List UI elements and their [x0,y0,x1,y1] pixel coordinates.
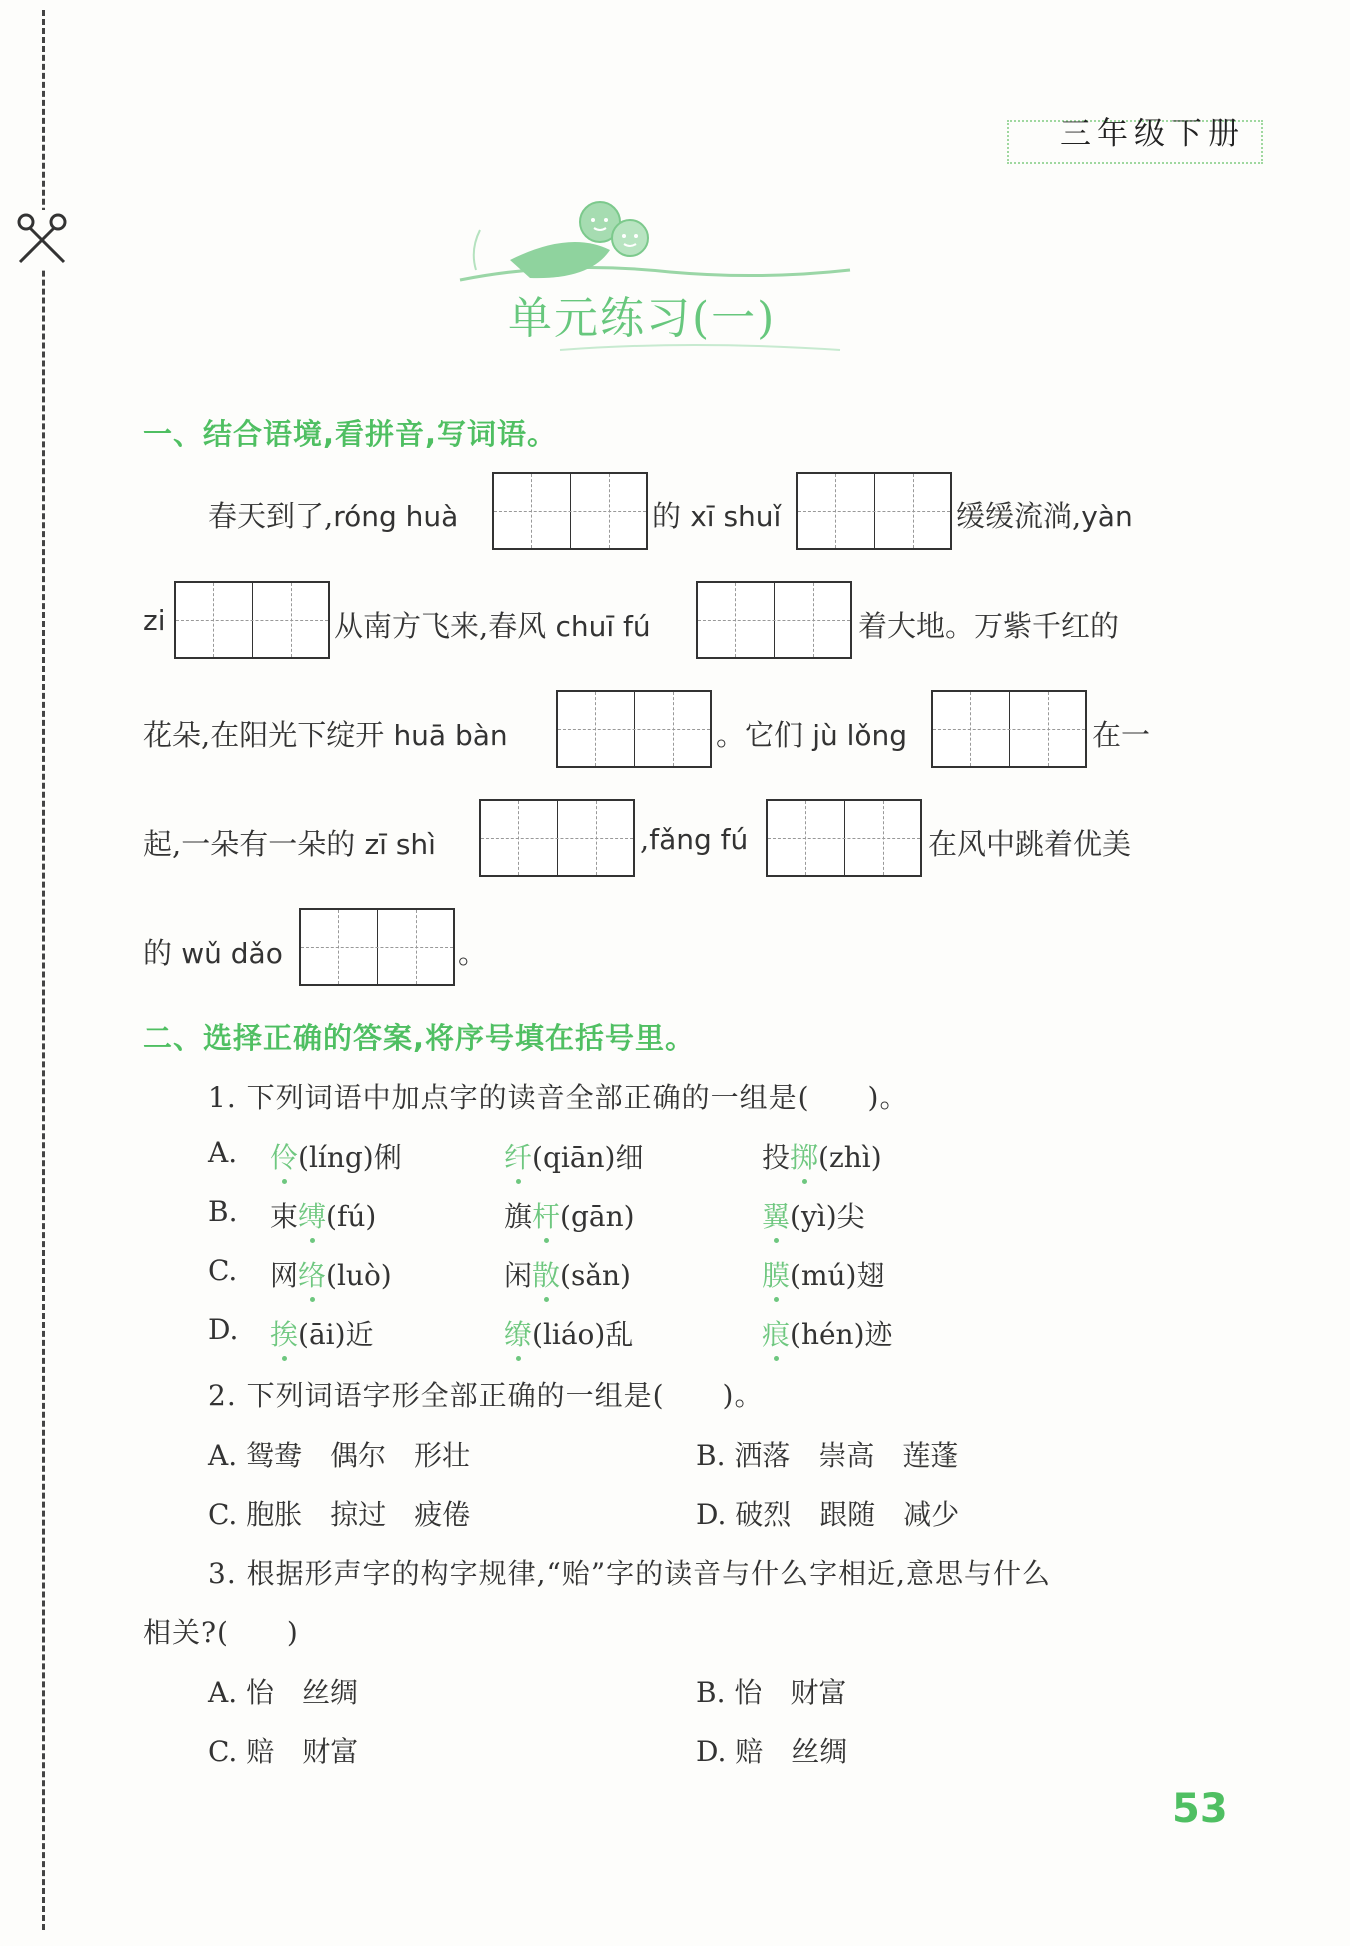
answer-grid[interactable] [299,908,455,986]
pinyin-suffix: (liáo)乱 [532,1318,634,1351]
q3-option-b[interactable]: B. 怡 财富 [696,1676,847,1709]
dotted-character: 掷 [790,1141,819,1174]
s1-line1-text2: 的 xī shuǐ [652,499,782,533]
s1-line2-text1: 从南方飞来,春风 chuī fú [334,609,651,643]
s1-line4-text3: 在风中跳着优美 [928,827,1132,861]
q1-option-label[interactable]: C. [208,1254,238,1287]
q1-option-label[interactable]: B. [208,1195,238,1228]
q1-word [270,1313,374,1353]
word-prefix: 闲 [504,1259,533,1292]
word-prefix: 投 [762,1141,791,1174]
answer-grid[interactable] [492,472,648,550]
s1-line3-text3: 在一 [1092,718,1151,752]
q1-word [270,1195,376,1235]
s1-line4-text2: ,fǎng fú [640,822,749,856]
q2-stem: 2. 下列词语字形全部正确的一组是( )。 [208,1379,764,1412]
dotted-character: 杆 [532,1200,561,1233]
word-prefix: 旗 [504,1200,533,1233]
pinyin-suffix: (sǎn) [560,1259,631,1292]
dotted-character: 翼 [762,1200,791,1233]
q1-word [762,1136,882,1176]
q1-word [270,1136,402,1176]
q2-option-a[interactable]: A. 鸳鸯 偶尔 形壮 [208,1439,471,1472]
dotted-character: 纤 [504,1141,533,1174]
answer-grid[interactable] [931,690,1087,768]
pinyin-suffix: (gān) [560,1200,635,1233]
q2-option-b[interactable]: B. 洒落 崇高 莲蓬 [696,1439,959,1472]
s1-line3-text1: 花朵,在阳光下绽开 huā bàn [143,718,508,752]
pinyin-suffix: (fú) [326,1200,377,1233]
answer-grid[interactable] [796,472,952,550]
dotted-character: 络 [298,1259,327,1292]
pinyin-suffix: (mú)翅 [790,1259,885,1292]
answer-grid[interactable] [696,581,852,659]
q1-word [270,1254,392,1294]
dotted-character: 伶 [270,1141,299,1174]
q2-option-d[interactable]: D. 破烈 跟随 减少 [696,1498,960,1531]
pinyin-suffix: (zhì) [818,1141,882,1174]
q3-stem-line2: 相关?( ) [143,1616,299,1649]
q1-stem: 1. 下列词语中加点字的读音全部正确的一组是( )。 [208,1081,909,1114]
dotted-character: 缭 [504,1318,533,1351]
pinyin-suffix: (líng)俐 [298,1141,402,1174]
section1-heading: 一、结合语境,看拼音,写词语。 [143,417,558,451]
s1-line4-text1: 起,一朵有一朵的 zī shì [143,827,436,861]
q1-option-label[interactable]: D. [208,1313,239,1346]
pinyin-suffix: (hén)迹 [790,1318,893,1351]
dotted-character: 膜 [762,1259,791,1292]
dotted-character: 挨 [270,1318,299,1351]
answer-grid[interactable] [479,799,635,877]
pinyin-suffix: (āi)近 [298,1318,374,1351]
q3-option-d[interactable]: D. 赔 丝绸 [696,1735,848,1768]
q1-word [762,1254,884,1294]
s1-line3-text2: 。它们 jù lǒng [716,718,908,752]
scissors-icon [14,210,72,268]
cut-line [42,10,45,1930]
word-prefix: 束 [270,1200,299,1233]
q3-option-c[interactable]: C. 赔 财富 [208,1735,359,1768]
dotted-character: 缚 [298,1200,327,1233]
q3-option-a[interactable]: A. 怡 丝绸 [208,1676,359,1709]
s1-line1-text3: 缓缓流淌,yàn [956,499,1133,533]
pinyin-suffix: (yì)尖 [790,1200,865,1233]
q1-option-label[interactable]: A. [208,1136,238,1169]
answer-grid[interactable] [556,690,712,768]
q1-word [504,1313,633,1353]
page-number: 53 [1172,1786,1228,1832]
answer-grid[interactable] [174,581,330,659]
grade-label: 三年级下册 [1060,116,1245,152]
s1-line2-text2: 着大地。万紫千红的 [858,609,1120,643]
q1-word [504,1195,635,1235]
s1-line5-text1: 的 wǔ dǎo [143,936,283,970]
pinyin-suffix: (luò) [326,1259,392,1292]
s1-line2-pinyin: zi [143,604,166,637]
answer-grid[interactable] [766,799,922,877]
dotted-character: 散 [532,1259,561,1292]
pinyin-suffix: (qiān)细 [532,1141,644,1174]
q1-word [504,1136,643,1176]
unit-title: 单元练习(一) [508,293,777,344]
q1-word [762,1313,893,1353]
section2-heading: 二、选择正确的答案,将序号填在括号里。 [143,1021,696,1055]
s1-line1-text1: 春天到了,róng huà [208,499,459,533]
q1-word [762,1195,865,1235]
q3-stem-line1: 3. 根据形声字的构字规律,“贻”字的读音与什么字相近,意思与什么 [208,1557,1052,1590]
s1-line5-text2: 。 [458,936,488,970]
q2-option-c[interactable]: C. 胞胀 掠过 疲倦 [208,1498,471,1531]
q1-word [504,1254,631,1294]
word-prefix: 网 [270,1259,299,1292]
dotted-character: 痕 [762,1318,791,1351]
